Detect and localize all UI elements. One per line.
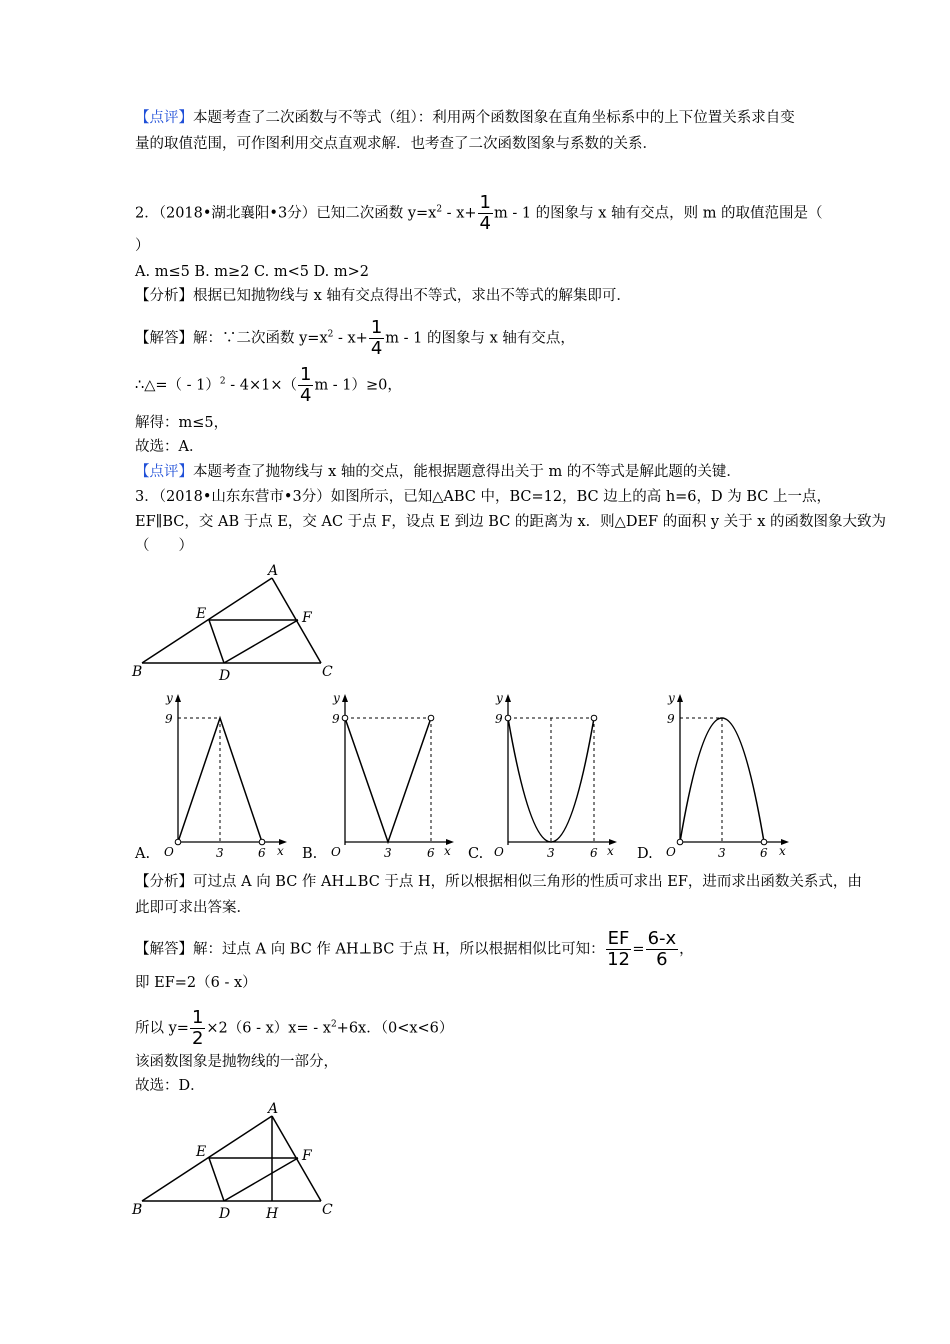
q3-choose: 故选：D．: [135, 1078, 205, 1094]
label-f: F: [302, 610, 312, 626]
frac-num: 6-x: [647, 928, 677, 949]
comment-text: 本题考查了二次函数与不等式（组）：利用两个函数图象在直角坐标系中的上下位置关系求自变: [193, 110, 795, 126]
q3-para: 该函数图象是抛物线的一部分，: [135, 1054, 338, 1070]
frac-den: 6: [656, 949, 668, 970]
fraction-quarter: [478, 193, 493, 234]
q2-stem-c: m - 1 的图象与 x 轴有交点，则 m 的取值范围是（: [493, 205, 823, 222]
comment-tag: 【点评】: [135, 464, 193, 480]
x-tick-3: 3: [547, 846, 555, 860]
triangle-figure: [128, 560, 348, 690]
option-label-a: A.: [135, 846, 151, 862]
frac-num: 1: [191, 1007, 204, 1028]
graph-a: [164, 691, 287, 860]
origin-label: O: [164, 845, 174, 859]
sup: 2: [327, 329, 334, 340]
comment-line-1: [135, 108, 795, 128]
q2-solution: [135, 318, 575, 359]
graph-d: [666, 691, 789, 860]
label-h: H: [266, 1206, 279, 1222]
label-b: B: [132, 664, 143, 680]
q2-comment: [135, 462, 741, 482]
frac-num: 1: [479, 192, 491, 213]
y-tick: 9: [667, 712, 675, 726]
q2-options: A. m≤5 B. m≥2 C. m<5 D. m>2: [135, 264, 370, 280]
sup: 2: [219, 376, 226, 387]
fraction-ef: [606, 929, 632, 970]
sup: 2: [330, 1019, 337, 1030]
x-tick-6: 6: [590, 846, 598, 860]
y-label: y: [668, 691, 675, 705]
label-a: A: [268, 1101, 279, 1117]
origin-label: O: [331, 845, 341, 859]
y-label: y: [496, 691, 503, 705]
option-label-c: C.: [468, 846, 484, 862]
q2-sol-a: 【解答】解：∵二次函数 y=x: [135, 330, 328, 347]
q3-analysis-2: 此即可求出答案．: [135, 900, 251, 916]
label-e: E: [196, 1144, 207, 1160]
x-label: x: [444, 844, 451, 858]
q3-ef: 即 EF=2（6 - x）: [135, 975, 257, 991]
q2-stem-a: 2．（2018•湖北襄阳•3分）已知二次函数 y=x: [135, 205, 437, 222]
x-tick-6: 6: [258, 846, 266, 860]
label-a: A: [268, 563, 279, 579]
q2-paren: ）: [135, 238, 150, 254]
frac-den: 4: [479, 213, 491, 234]
q3-sol-text: 【解答】解：过点 A 向 BC 作 AH⊥BC 于点 H，所以根据相似比可知：: [135, 941, 605, 958]
fraction-half: [190, 1008, 205, 1049]
label-c: C: [322, 1202, 333, 1218]
option-label-b: B.: [302, 846, 318, 862]
q2-delta-a: ∴△=（ - 1）: [135, 377, 220, 394]
comment-tag: 【点评】: [135, 110, 193, 126]
frac-den: 12: [607, 949, 630, 970]
graph-b: [331, 691, 454, 860]
q2-stem-b: - x+: [442, 205, 477, 222]
triangle-figure-altitude: [128, 1098, 348, 1228]
comment-line-2: 量的取值范围，可作图利用交点直观求解．也考查了二次函数图象与系数的关系．: [135, 136, 657, 152]
fraction-quarter: [298, 365, 313, 406]
q2-delta: [135, 365, 402, 406]
q3-analysis-1: 【分析】可过点 A 向 BC 作 AH⊥BC 于点 H，所以根据相似三角形的性质可求出 EF，进而求出函数关系式，由: [135, 874, 862, 890]
comment-text: 本题考查了抛物线与 x 轴的交点，能根据题意得出关于 m 的不等式是解此题的关键．: [193, 464, 741, 480]
x-tick-3: 3: [216, 846, 224, 860]
q2-analysis: 【分析】根据已知抛物线与 x 轴有交点得出不等式，求出不等式的解集即可．: [135, 288, 631, 304]
q2-sol-b: - x+: [333, 330, 368, 347]
q2-stem: [135, 193, 823, 234]
q2-solve: 解得：m≤5，: [135, 415, 229, 431]
origin-label: O: [666, 845, 676, 859]
x-label: x: [277, 844, 284, 858]
label-c: C: [322, 664, 333, 680]
y-tick: 9: [332, 712, 340, 726]
x-label: x: [607, 844, 614, 858]
y-label: y: [166, 691, 173, 705]
graph-c: [494, 691, 617, 860]
x-label: x: [779, 844, 786, 858]
q3-y-c: +6x．（0<x<6）: [336, 1020, 454, 1037]
q2-delta-b: - 4×1×（: [225, 377, 297, 394]
frac-num: 1: [370, 317, 383, 338]
fraction-quarter: [369, 318, 384, 359]
q2-choose: 故选：A．: [135, 439, 204, 455]
sup: 2: [436, 204, 443, 215]
origin-label: O: [494, 845, 504, 859]
q3-stem-2: EF∥BC，交 AB 于点 E，交 AC 于点 F，设点 E 到边 BC 的距离为 x．则△DEF 的面积 y 关于 x 的函数图象大致为: [135, 514, 887, 530]
y-label: y: [333, 691, 340, 705]
q2-sol-c: m - 1 的图象与 x 轴有交点，: [385, 330, 575, 347]
label-d: D: [219, 668, 231, 684]
q3-y-b: ×2（6 - x）x= - x: [206, 1020, 331, 1037]
x-tick-3: 3: [384, 846, 392, 860]
option-graphs: [130, 690, 930, 860]
frac-num: EF: [607, 928, 630, 949]
option-label-d: D.: [637, 846, 653, 862]
y-tick: 9: [165, 712, 173, 726]
q3-sol-end: ，: [679, 941, 694, 958]
label-f: F: [302, 1148, 312, 1164]
frac-den: 2: [191, 1028, 204, 1049]
q3-stem-3: （ ）: [135, 538, 193, 554]
q3-stem-1: 3．（2018•山东东营市•3分）如图所示，已知△ABC 中，BC=12，BC 边上的高 h=6，D 为 BC 上一点，: [135, 489, 831, 505]
label-e: E: [196, 606, 207, 622]
q3-y-a: 所以 y=: [135, 1020, 189, 1037]
q3-solution-1: 【解答】解：过点 A 向 BC 作 AH⊥BC 于点 H，所以根据相似比可知： $\frac{EF}{12}$ = $\frac{6-x}{6}$ ，: [135, 928, 694, 970]
frac-num: 1: [299, 364, 312, 385]
x-tick-6: 6: [760, 846, 768, 860]
fraction-6-x: [646, 929, 679, 970]
q2-delta-c: m - 1）≥0，: [314, 377, 402, 394]
frac-den: 4: [299, 385, 312, 406]
x-tick-3: 3: [718, 846, 726, 860]
label-d: D: [219, 1206, 231, 1222]
label-b: B: [132, 1202, 143, 1218]
y-tick: 9: [495, 712, 503, 726]
q3-y: [135, 1008, 453, 1049]
x-tick-6: 6: [427, 846, 435, 860]
frac-den: 4: [370, 338, 383, 359]
